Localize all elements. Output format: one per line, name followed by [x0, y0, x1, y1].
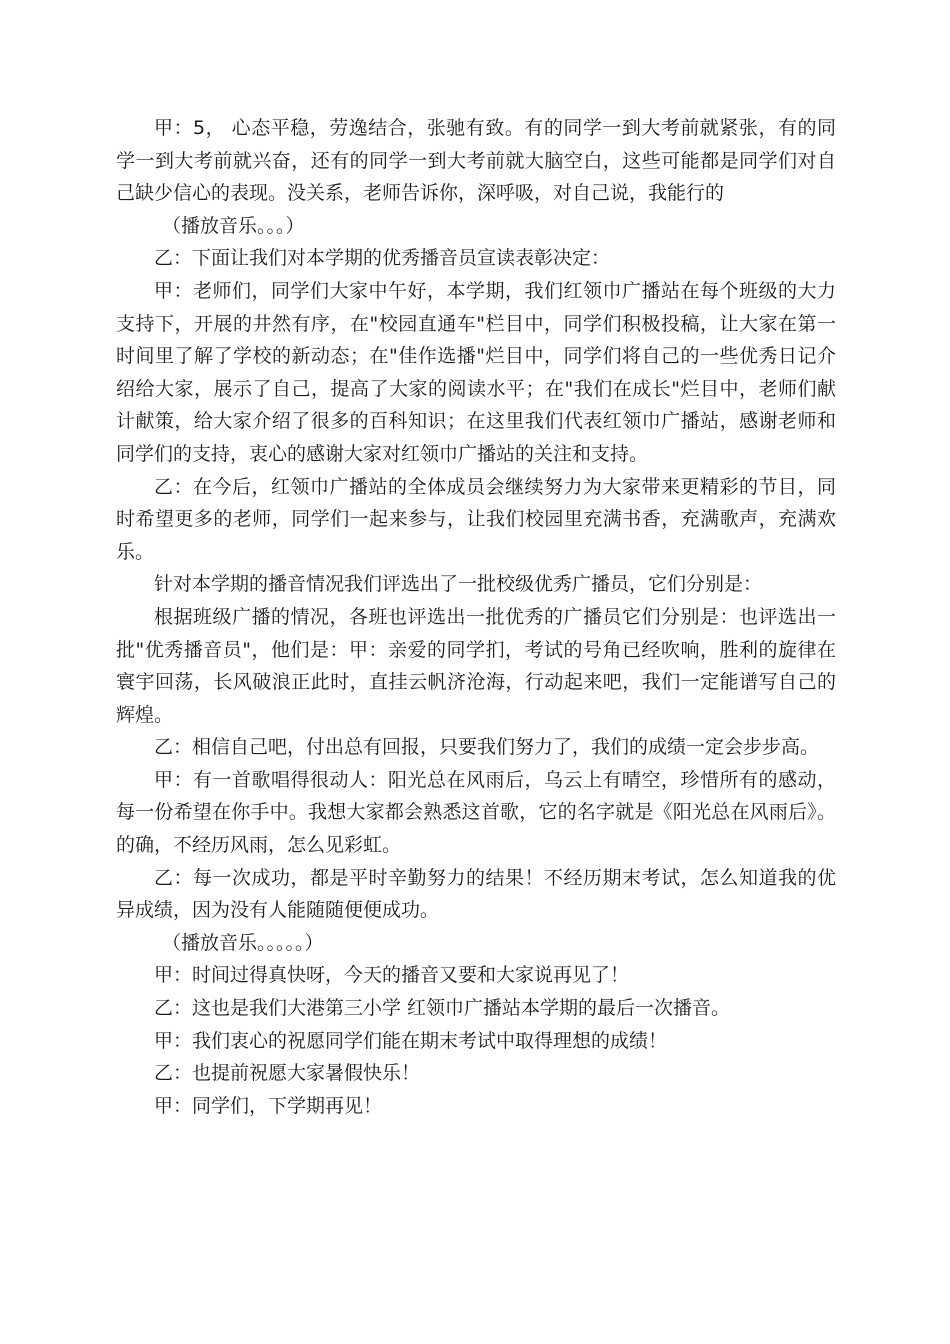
paragraph: 乙：每一次成功，都是平时辛勤努力的结果！不经历期末考试，怎么知道我的优异成绩，因为没有人能随随便便成功。 [116, 866, 836, 922]
document-body [116, 112, 836, 1122]
paragraph: 根据班级广播的情况，各班也评选出一批优秀的广播员它们分别是：也评选出一批"优秀播音员"，他们是：甲：亲爱的同学扪，考试的号角已经吹响，胜利的旋律在寰宇回荡，长风破浪正此时，直挂云帆济沧海，行动起来吧，我们一定能谱写自己的辉煌。 [116, 605, 836, 726]
stage-direction: （播放音乐。。。。。） [162, 931, 324, 954]
paragraph: 乙：也提前祝愿大家暑假快乐！ [154, 1062, 421, 1085]
paragraph: 乙：相信自己吧，付出总有回报，只要我们努力了，我们的成绩一定会步步高。 [154, 736, 820, 759]
paragraph: 乙：在今后，红领巾广播站的全体成员会继续努力为大家带来更精彩的节目，同时希望更多的老师，同学们一起来参与，让我们校园里充满书香，充满歌声，充满欢乐。 [116, 475, 836, 563]
paragraph: 针对本学期的播音情况我们评选出了一批校级优秀广播员，它们分别是： [154, 573, 763, 596]
paragraph: 甲：老师们，同学们大家中午好，本学期，我们红领巾广播站在每个班级的大力支持下，开展的井然有序，在"校园直通车"栏目中，同学们积极投稿，让大家在第一时间里了解了学校的新动态；在"佳作选播"烂目中，同学们将自己的一些优秀日记介绍给大家，展示了自己，提高了大家的阅读水平；在"我们在成长"烂目中，老师们献计献策，给大家介绍了很多的百科知识；在这里我们代表红领巾广播站，感谢老师和同学们的支持，衷心的感谢大家对红领巾广播站的关注和支持。 [116, 279, 836, 465]
paragraph: 乙：这也是我们大港第三小学 红领巾广播站本学期的最后一次播音。 [154, 997, 731, 1020]
paragraph: 甲：同学们，下学期再见！ [154, 1094, 383, 1117]
paragraph: 乙：下面让我们对本学期的优秀播音员宣读表彰决定： [154, 247, 611, 270]
stage-direction: （播放音乐。。。） [162, 214, 305, 237]
paragraph: 甲：我们衷心的祝愿同学们能在期末考试中取得理想的成绩！ [154, 1029, 668, 1052]
paragraph: 甲：时间过得真快呀，今天的播音又要和大家说再见了！ [154, 964, 630, 987]
paragraph: 甲：有一首歌唱得很动人：阳光总在风雨后，乌云上有晴空，珍惜所有的感动，每一份希望在你手中。我想大家都会熟悉这首歌，它的名字就是《阳光总在风雨后》。的确，不经历风雨，怎么见彩虹。 [116, 768, 836, 857]
paragraph: 甲：5， 心态平稳，劳逸结合，张驰有致。有的同学一到大考前就紧张，有的同学一到大考前就兴奋，还有的同学一到大考前就大脑空白，这些可能都是同学们对自己缺少信心的表现。没关系，老师告诉你，深呼吸，对自己说，我能行的 [116, 117, 836, 205]
